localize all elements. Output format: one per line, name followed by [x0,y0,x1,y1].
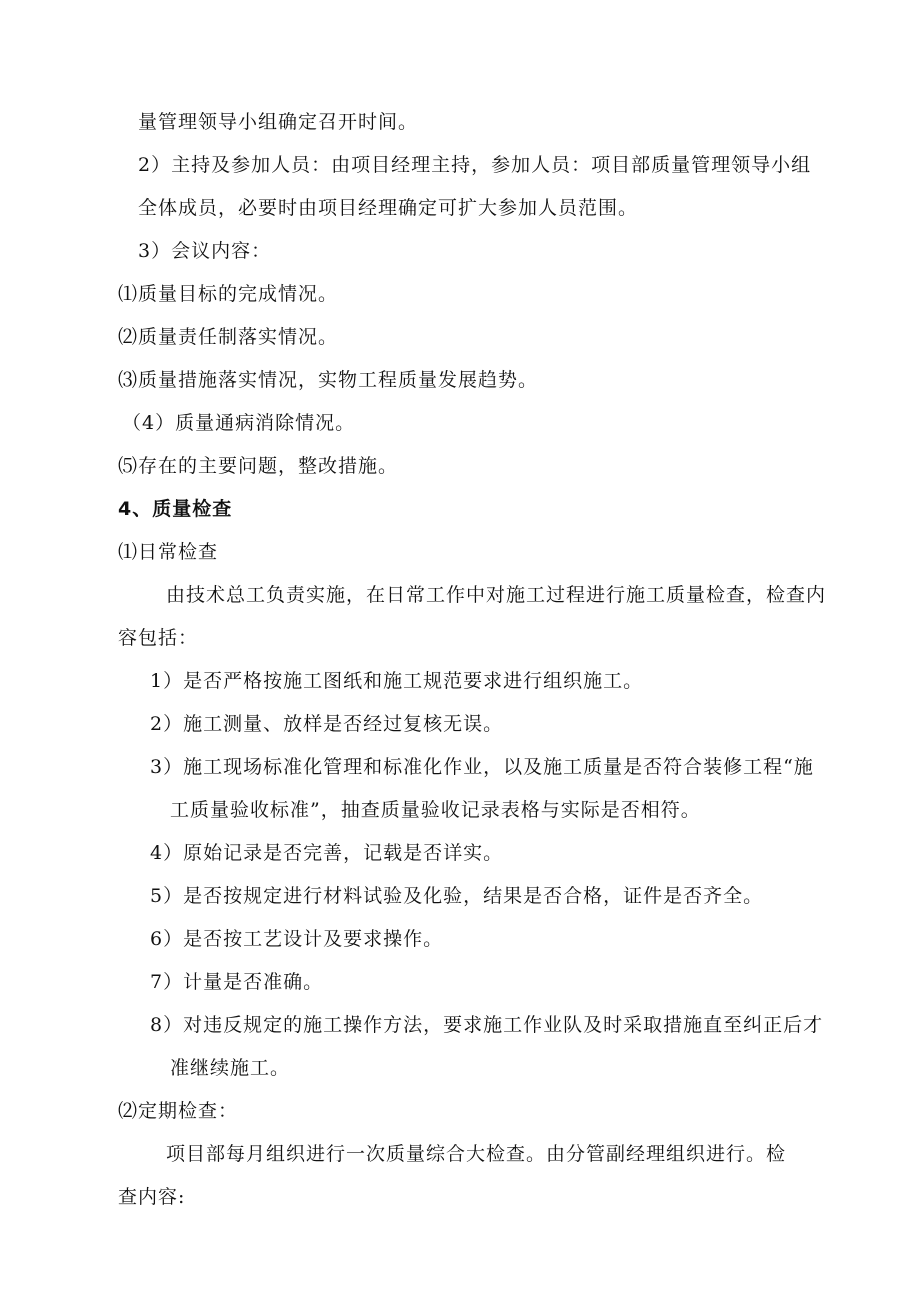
text-line: 容包括： [118,627,199,649]
text-line: 7）计量是否准确。 [150,971,324,993]
text-line: ⑸存在的主要问题，整改措施。 [118,455,399,477]
text-line: 2）施工测量、放样是否经过复核无误。 [150,713,504,735]
text-line: 量管理领导小组确定召开时间。 [138,111,419,133]
text-line: ⑶质量措施落实情况，实物工程质量发展趋势。 [118,369,539,391]
text-line: ⑴质量目标的完成情况。 [118,283,339,305]
text-line: （4）质量通病消除情况。 [122,412,356,434]
text-line: 查内容: [118,1186,186,1208]
text-line: 4）原始记录是否完善，记载是否详实。 [150,842,504,864]
section-heading: 4、质量检查 [118,498,233,520]
text-line: 3）施工现场标准化管理和标准化作业，以及施工质量是否符合装修工程“施 [150,756,814,778]
text-line: 准继续施工。 [170,1057,291,1079]
text-line: 由技术总工负责实施，在日常工作中对施工过程进行施工质量检查，检查内 [166,584,827,606]
text-line: ⑵定期检查： [118,1100,239,1122]
text-line: 5）是否按规定进行材料试验及化验，结果是否合格，证件是否齐全。 [150,885,764,907]
text-line: 6）是否按工艺设计及要求操作。 [150,928,444,950]
text-line: 1）是否严格按施工图纸和施工规范要求进行组织施工。 [150,670,644,692]
text-line: 8）对违反规定的施工操作方法，要求施工作业队及时采取措施直至纠正后才 [150,1014,824,1036]
text-line: ⑵质量责任制落实情况。 [118,326,339,348]
text-line: ⑴日常检查 [118,541,219,563]
text-line: 全体成员，必要时由项目经理确定可扩大参加人员范围。 [138,197,639,219]
text-line: 项目部每月组织进行一次质量综合大检查。由分管副经理组织进行。检 [166,1143,787,1165]
text-line: 工质量验收标准”，抽查质量验收记录表格与实际是否相符。 [170,799,701,821]
text-line: 3）会议内容： [138,240,272,262]
text-line: 2）主持及参加人员：由项目经理主持，参加人员：项目部质量管理领导小组 [138,154,812,176]
